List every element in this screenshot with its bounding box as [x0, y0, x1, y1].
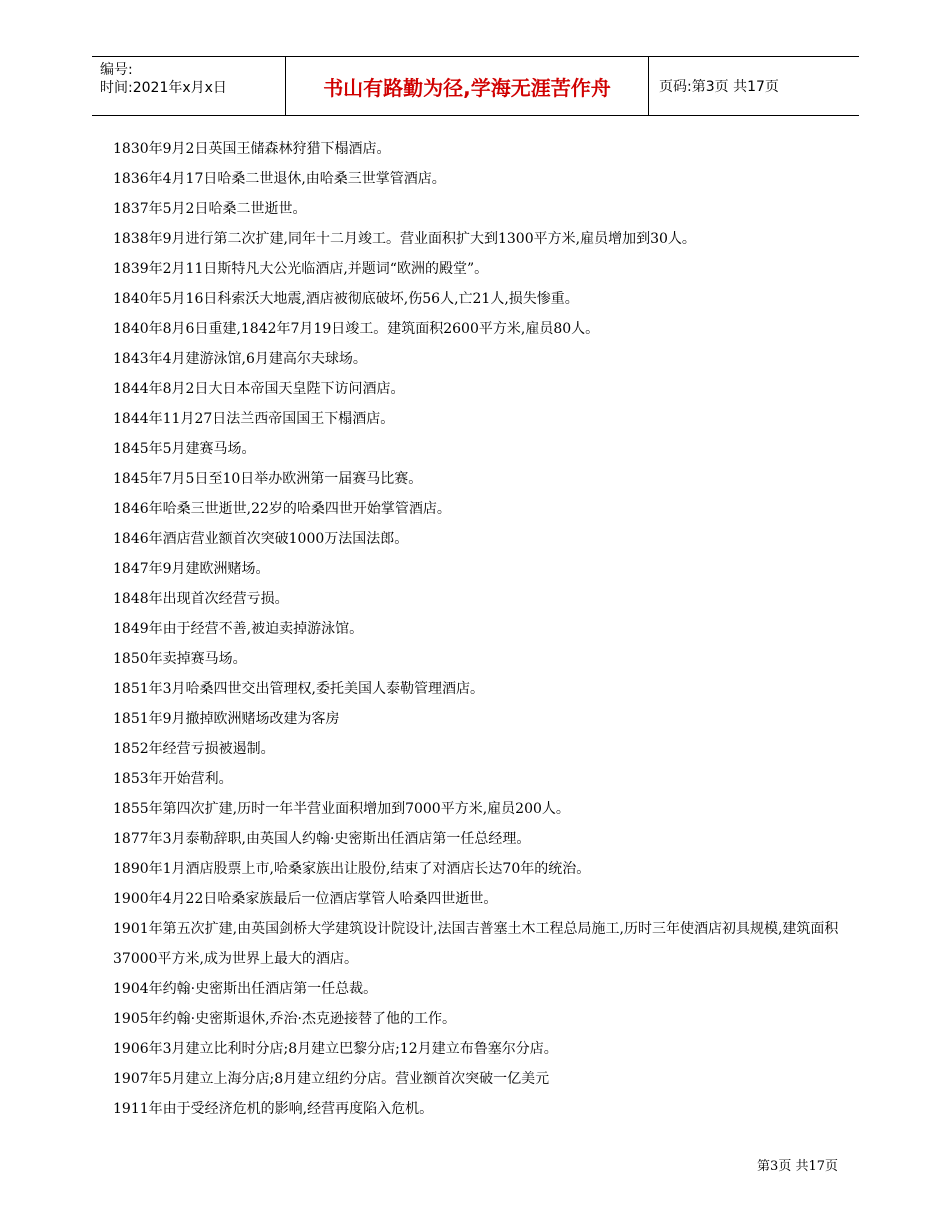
page-footer: 第3页 共17页: [757, 1159, 838, 1174]
timeline-entry: 1851年3月哈桑四世交出管理权,委托美国人泰勒管理酒店。: [113, 681, 484, 697]
timeline-entry: 1845年7月5日至10日举办欧洲第一届赛马比赛。: [113, 471, 423, 487]
timeline-entry: 1901年第五次扩建,由英国剑桥大学建筑设计院设计,法国吉普塞土木工程总局施工,历时三年使酒店初具规模,建筑面积37000平方米,成为世界上最大的酒店。: [113, 921, 839, 967]
timeline-entry: 1890年1月酒店股票上市,哈桑家族出让股份,结束了对酒店长达70年的统治。: [113, 861, 591, 877]
timeline-entry: 1843年4月建游泳馆,6月建高尔夫球场。: [113, 351, 367, 367]
timeline-entry: 1840年8月6日重建,1842年7月19日竣工。建筑面积2600平方米,雇员80人。: [113, 321, 600, 337]
timeline-entry: 1906年3月建立比利时分店;8月建立巴黎分店;12月建立布鲁塞尔分店。: [113, 1041, 558, 1057]
header-motto: 书山有路勤为径,学海无涯苦作舟: [286, 57, 649, 115]
timeline-entry: 1839年2月11日斯特凡大公光临酒店,并题词“欧洲的殿堂”。: [113, 261, 489, 277]
timeline-entry: 1907年5月建立上海分店;8月建立纽约分店。营业额首次突破一亿美元: [113, 1071, 550, 1087]
timeline-entry: 1905年约翰·史密斯退休,乔治·杰克逊接替了他的工作。: [113, 1011, 456, 1027]
header-page-info: 页码:第3页 共17页: [659, 79, 779, 95]
timeline-entry: 1904年约翰·史密斯出任酒店第一任总裁。: [113, 981, 378, 997]
timeline-list: [113, 134, 843, 1124]
time-label: 时间:2021年x月x日: [100, 80, 227, 96]
timeline-entry: 1852年经营亏损被遏制。: [113, 741, 275, 757]
timeline-entry: 1850年卖掉赛马场。: [113, 651, 247, 667]
number-label: 编号:: [100, 62, 133, 78]
timeline-entry: 1836年4月17日哈桑二世退休,由哈桑三世掌管酒店。: [113, 171, 446, 187]
timeline-entry: 1848年出现首次经营亏损。: [113, 591, 289, 607]
timeline-entry: 1844年8月2日大日本帝国天皇陛下访问酒店。: [113, 381, 405, 397]
timeline-entry: 1845年5月建赛马场。: [113, 441, 256, 457]
timeline-entry: 1911年由于受经济危机的影响,经营再度陷入危机。: [113, 1101, 434, 1117]
timeline-entry: 1900年4月22日哈桑家族最后一位酒店掌管人哈桑四世逝世。: [113, 891, 498, 907]
timeline-entry: 1844年11月27日法兰西帝国国王下榻酒店。: [113, 411, 395, 427]
timeline-entry: 1840年5月16日科索沃大地震,酒店被彻底破坏,伤56人,亡21人,损失惨重。: [113, 291, 579, 307]
page-header: [92, 56, 859, 116]
timeline-entry: 1877年3月泰勒辞职,由英国人约翰·史密斯出任酒店第一任总经理。: [113, 831, 531, 847]
timeline-entry: 1847年9月建欧洲赌场。: [113, 561, 270, 577]
timeline-entry: 1851年9月撤掉欧洲赌场改建为客房: [113, 711, 340, 727]
header-meta: [92, 57, 286, 115]
timeline-entry: 1830年9月2日英国王储森林狩猎下榻酒店。: [113, 141, 391, 157]
timeline-entry: 1837年5月2日哈桑二世逝世。: [113, 201, 307, 217]
timeline-entry: 1838年9月进行第二次扩建,同年十二月竣工。营业面积扩大到1300平方米,雇员增加到30人。: [113, 231, 696, 247]
timeline-entry: 1846年哈桑三世逝世,22岁的哈桑四世开始掌管酒店。: [113, 501, 451, 517]
timeline-entry: 1849年由于经营不善,被迫卖掉游泳馆。: [113, 621, 364, 637]
timeline-entry: 1855年第四次扩建,历时一年半营业面积增加到7000平方米,雇员200人。: [113, 801, 570, 817]
timeline-entry: 1846年酒店营业额首次突破1000万法国法郎。: [113, 531, 409, 547]
timeline-entry: 1853年开始营利。: [113, 771, 233, 787]
